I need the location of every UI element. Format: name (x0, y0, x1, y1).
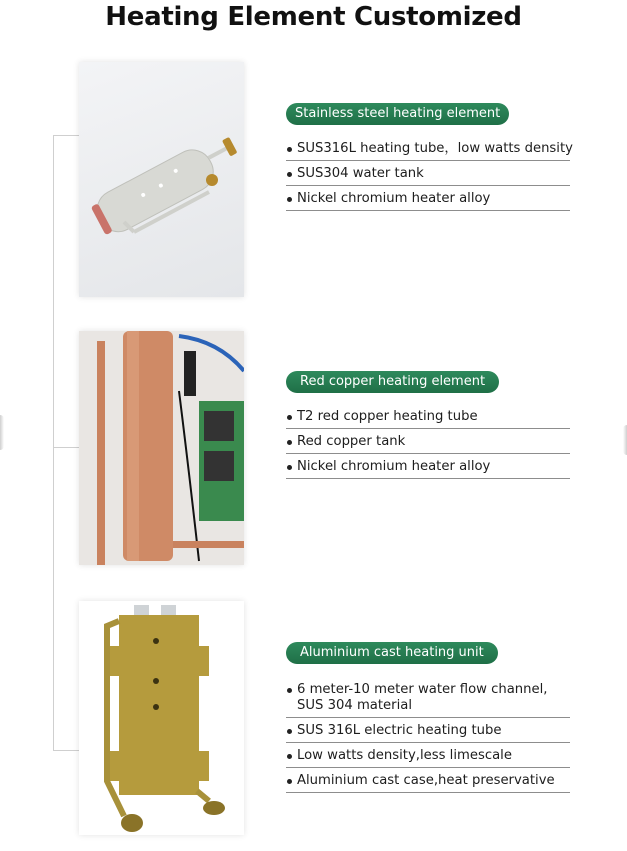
connector-branch (53, 447, 79, 448)
connector-branch (53, 750, 79, 751)
feature-item (286, 677, 570, 718)
connector-line (53, 135, 54, 751)
feature-item: Low watts density,less limescale (286, 743, 570, 768)
section-label-aluminium: Aluminium cast heating unit (286, 642, 498, 664)
feature-item: SUS 316L electric heating tube (286, 718, 570, 743)
next-arrow-edge[interactable] (623, 425, 627, 455)
page-title: Heating Element Customized (105, 2, 522, 32)
aluminium-feature-list (286, 677, 570, 793)
feature-item: SUS304 water tank (286, 161, 570, 186)
connector-branch (53, 135, 79, 136)
feature-item: Nickel chromium heater alloy (286, 454, 570, 479)
stainless-feature-list (286, 136, 573, 211)
prev-arrow-edge[interactable] (0, 415, 4, 450)
section-label-copper: Red copper heating element (286, 371, 499, 393)
stainless-steel-heater-photo (79, 62, 244, 297)
feature-line: SUS 304 material (297, 698, 412, 713)
feature-item: Aluminium cast case,heat preservative (286, 768, 570, 793)
feature-item: Red copper tank (286, 429, 570, 454)
feature-item: SUS316L heating tube，low watts density (286, 136, 570, 161)
red-copper-heater-photo (79, 331, 244, 565)
feature-line: 6 meter-10 meter water flow channel, (297, 682, 548, 697)
copper-feature-list (286, 404, 570, 479)
feature-item: Nickel chromium heater alloy (286, 186, 570, 211)
feature-item: T2 red copper heating tube (286, 404, 570, 429)
section-label-stainless: Stainless steel heating element (286, 103, 509, 125)
aluminium-cast-heater-photo (79, 601, 244, 835)
